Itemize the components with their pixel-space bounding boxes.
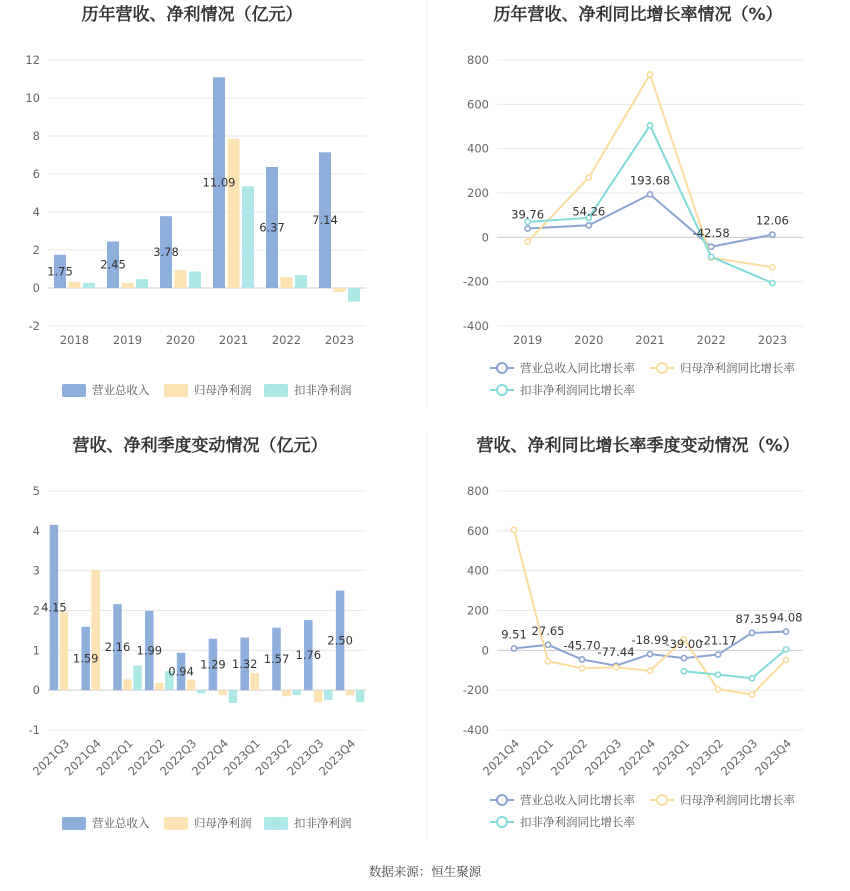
x-tick-label: 2020 [165,333,196,347]
y-tick-label: 800 [467,53,489,67]
y-tick-label: -2 [28,319,40,333]
legend-swatch [164,384,188,397]
data-point [770,232,775,237]
data-point [511,646,516,651]
bar [334,288,346,292]
bar [189,271,201,288]
legend-swatch [657,363,667,373]
bar [219,690,228,695]
bar [136,279,148,288]
legend-label: 归母净利润同比增长率 [680,793,795,807]
data-point [647,72,652,77]
x-tick-label: 2021 [635,333,665,347]
data-label: -45.70 [563,638,601,653]
data-label: 6.37 [259,220,285,235]
data-point [770,280,775,285]
y-tick-label: 4 [32,205,40,219]
x-tick-label: 2022Q2 [125,736,168,779]
y-tick-label: 600 [467,97,489,112]
x-tick-label: 2023Q2 [683,736,727,779]
data-point [783,657,788,662]
y-tick-label: 6 [32,167,40,181]
legend-swatch [264,384,288,397]
data-label: 39.76 [511,207,545,222]
x-tick-label: 2022Q3 [157,736,200,779]
annual-revenue-profit-chart [25,4,366,397]
data-label: 193.68 [629,173,671,188]
x-tick-label: 2022Q1 [93,736,136,779]
bar [348,288,360,302]
data-label: 1.29 [200,657,226,672]
data-label: 9.51 [501,627,527,642]
y-tick-label: 1 [32,643,40,658]
data-source-footer: 数据来源：恒生聚源 [368,864,482,879]
bar [282,690,291,696]
x-tick-label: 2021 [218,333,249,347]
legend-swatch [657,795,667,805]
data-point [709,254,714,259]
data-label: 2.50 [327,633,353,648]
legend-swatch [497,363,507,373]
data-label: -39.00 [665,637,703,652]
bar [83,283,95,288]
x-tick-label: 2023 [324,333,355,347]
bar [229,690,238,703]
data-label: -77.44 [597,644,635,659]
x-tick-label: 2023 [757,333,788,347]
data-point [579,657,584,662]
bar [250,673,259,690]
y-tick-label: 4 [32,523,40,538]
legend-swatch [497,817,507,827]
data-point [647,123,652,128]
data-label: 1.99 [136,643,163,658]
bar [228,139,240,288]
x-tick-label: 2022Q2 [547,736,591,779]
data-label: 1.32 [231,656,258,671]
data-point [613,665,618,670]
y-tick-label: 0 [481,643,489,658]
y-tick-label: 2 [32,603,40,618]
data-label: 12.06 [755,213,789,228]
data-label: 7.14 [312,213,338,228]
chart-title: 营收、净利季度变动情况（亿元） [72,436,328,456]
y-tick-label: -200 [462,274,489,289]
data-label: 1.75 [47,264,73,279]
x-tick-label: 2023Q4 [751,736,795,779]
data-label: 1.76 [295,648,322,663]
y-tick-label: 200 [467,603,489,618]
bar [91,570,100,690]
legend-swatch [264,817,288,830]
data-point [586,175,591,180]
data-point [715,687,720,692]
y-tick-label: -400 [462,319,489,333]
data-point [511,527,516,532]
x-tick-label: 2023Q3 [284,736,327,779]
legend-label: 营业总收入同比增长率 [520,793,635,807]
legend-swatch [62,384,86,397]
legend-label: 扣非净利润 [294,816,352,830]
data-point [770,265,775,270]
y-tick-label: 8 [32,129,40,143]
y-tick-label: 200 [467,186,489,200]
y-tick-label: 0 [32,281,40,295]
bar [60,612,69,690]
legend-label: 营业总收入同比增长率 [520,361,635,375]
quarterly-growth-rate-chart [463,435,803,829]
y-tick-label: 3 [32,563,40,578]
data-label: 87.35 [735,611,769,626]
data-point [647,668,652,673]
legend-label: 营业总收入 [92,816,150,830]
data-label: -42.58 [692,225,730,240]
bar [292,690,301,695]
bar [69,282,81,288]
data-point [783,647,788,652]
data-point [579,666,584,671]
x-tick-label: 2023Q2 [252,736,295,779]
legend-label: 营业总收入 [92,383,150,397]
quarterly-revenue-profit-chart [29,435,366,830]
data-label: 0.94 [168,664,194,679]
x-tick-label: 2023Q1 [649,736,693,779]
bar [175,270,187,288]
x-tick-label: 2022 [696,333,726,347]
legend-label: 扣非净利润 [294,383,352,397]
x-tick-label: 2020 [574,333,604,347]
series-line [684,649,786,678]
x-tick-label: 2019 [112,333,143,347]
y-tick-label: -200 [462,683,489,698]
bar [187,679,196,690]
data-label: 1.57 [263,651,290,666]
x-tick-label: 2022Q4 [615,736,659,779]
data-label: 2.16 [104,640,131,655]
legend-label: 扣非净利润同比增长率 [520,383,635,397]
legend-swatch [497,385,507,395]
x-tick-label: 2023Q3 [717,736,761,779]
bar [346,690,355,695]
bar [281,277,293,288]
data-point [749,676,754,681]
x-tick-label: 2021Q4 [479,736,523,779]
legend-swatch [62,817,86,830]
legend-label: 归母净利润 [194,383,252,397]
data-label: 94.08 [769,610,803,625]
x-tick-label: 2023Q4 [316,736,359,779]
bar [123,679,132,690]
data-label: -21.17 [699,633,737,648]
legend-label: 扣非净利润同比增长率 [520,815,635,829]
data-point [709,244,714,249]
x-tick-label: 2021Q4 [61,736,104,779]
annual-growth-rate-chart [463,4,803,397]
bar [356,690,365,702]
y-tick-label: 0 [481,230,489,245]
data-point [715,672,720,677]
data-label: 4.15 [41,600,67,615]
bar [197,690,206,693]
chart-title: 历年营收、净利同比增长率情况（%） [493,5,783,25]
y-tick-label: 5 [32,484,40,498]
bar [324,690,333,700]
x-tick-label: 2021Q3 [29,736,73,779]
data-point [681,656,686,661]
data-label: 2.45 [100,257,126,272]
legend-label: 归母净利润同比增长率 [680,361,795,375]
bar [242,186,254,288]
data-point [681,669,686,674]
y-tick-label: -1 [28,723,40,737]
chart-title: 营收、净利同比增长率季度变动情况（%） [476,436,800,456]
data-point [749,692,754,697]
y-tick-label: 400 [467,141,489,156]
y-tick-label: 400 [467,563,489,578]
y-tick-label: 2 [32,243,40,257]
legend-label: 归母净利润 [194,816,252,830]
data-point [525,239,530,244]
y-tick-label: 600 [467,523,489,538]
data-label: 11.09 [202,175,236,190]
bar [295,275,307,288]
bar [155,683,164,690]
y-tick-label: 10 [25,91,40,105]
bar [122,283,134,288]
y-tick-label: 800 [467,484,489,498]
x-tick-label: 2022Q4 [188,736,232,779]
x-tick-label: 2022Q3 [581,736,625,779]
data-point [647,652,652,657]
data-point [525,226,530,231]
y-tick-label: -400 [462,723,489,737]
bar [133,665,142,690]
data-point [749,630,754,635]
data-point [545,659,550,664]
data-point [715,652,720,657]
x-tick-label: 2023Q1 [220,736,263,779]
data-point [586,223,591,228]
chart-title: 历年营收、净利情况（亿元） [81,5,303,25]
data-point [545,642,550,647]
x-tick-label: 2022 [271,333,302,347]
legend-swatch [497,795,507,805]
bar [314,690,323,702]
data-point [647,192,652,197]
data-point [783,629,788,634]
x-tick-label: 2019 [512,333,543,347]
data-label: -18.99 [631,633,669,648]
data-label: 1.59 [72,651,99,666]
x-tick-label: 2018 [59,333,90,347]
series-line [528,74,773,267]
y-tick-label: 0 [32,683,40,698]
data-label: 3.78 [153,245,179,260]
y-tick-label: 12 [25,53,40,67]
legend-swatch [164,817,188,830]
x-tick-label: 2022Q1 [513,736,557,779]
data-label: 54.26 [572,204,606,219]
data-label: 27.65 [531,623,565,638]
